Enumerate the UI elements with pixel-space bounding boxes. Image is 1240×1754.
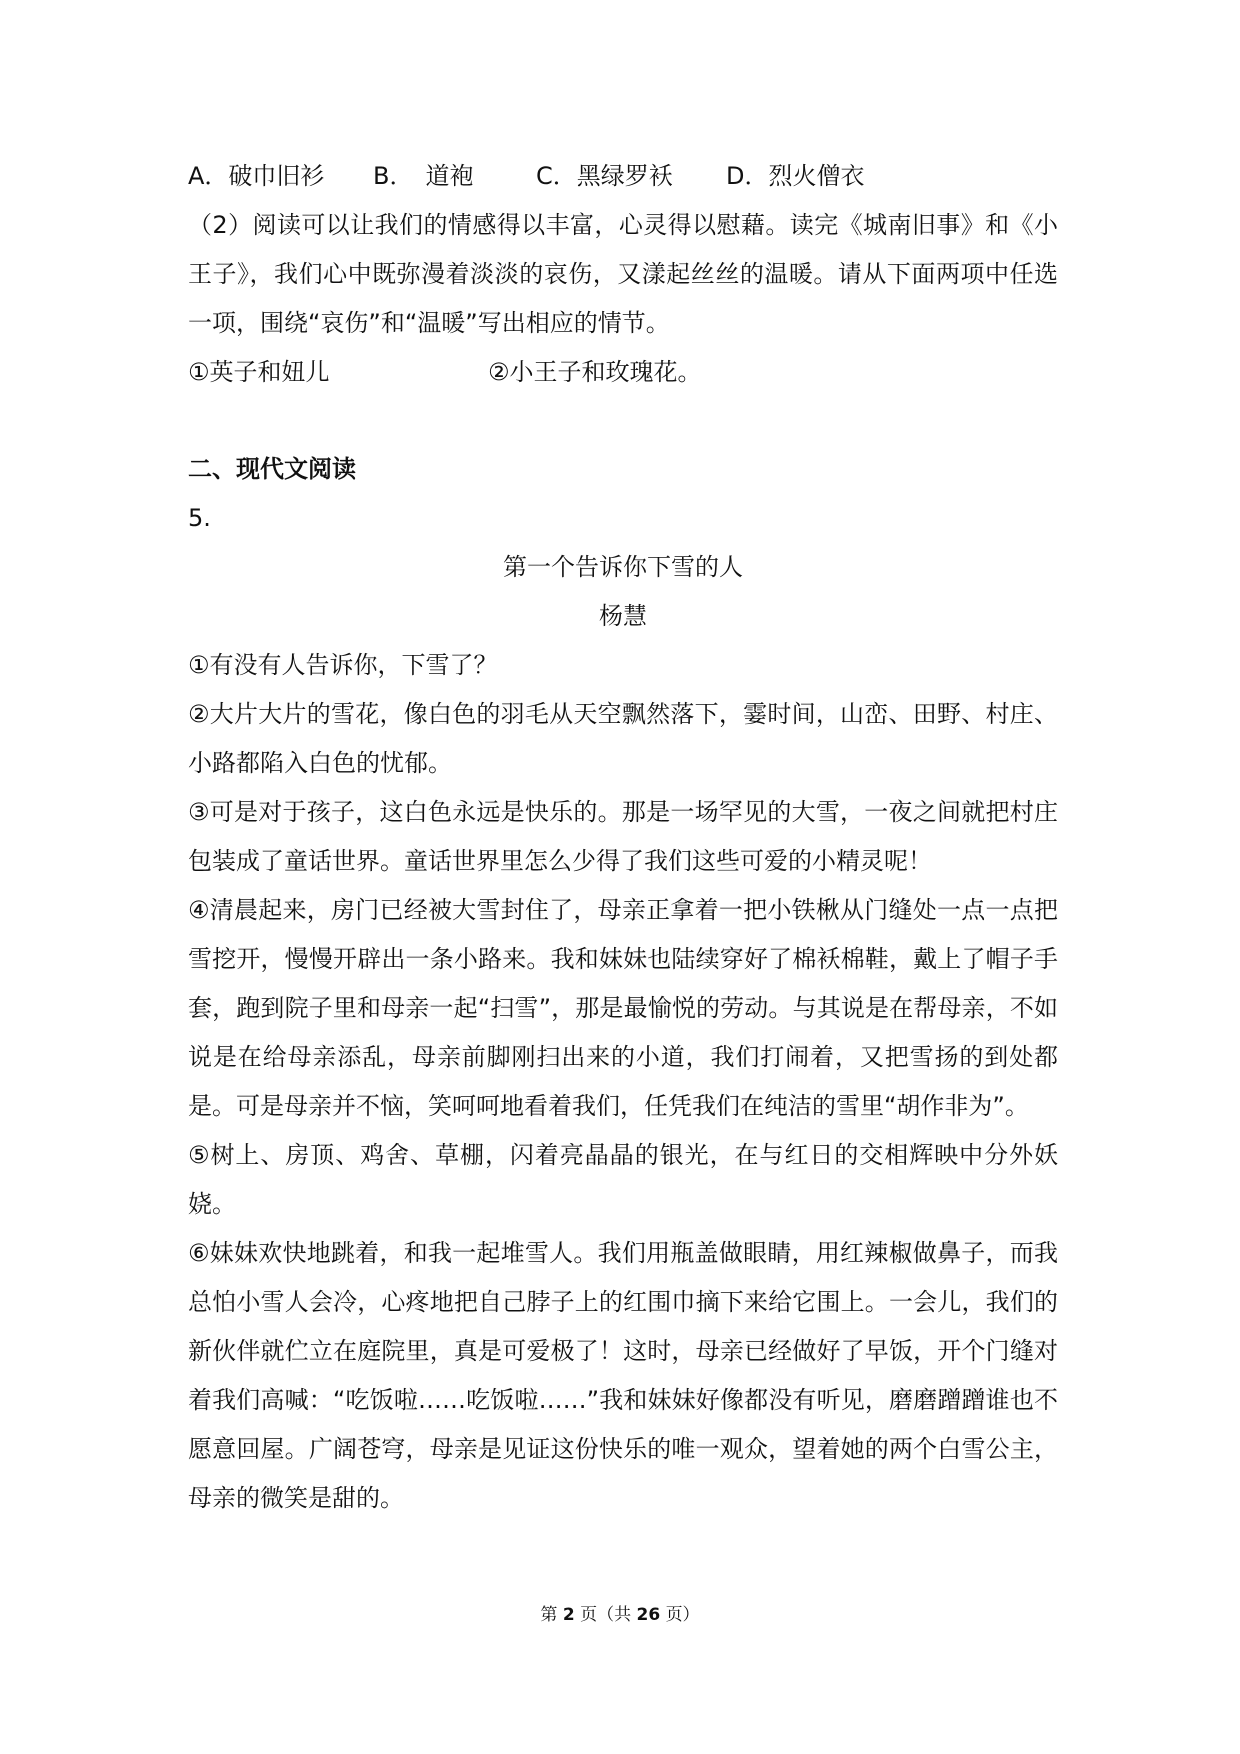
- article-title: 第一个告诉你下雪的人: [503, 553, 743, 581]
- footer-prefix: 第: [540, 1605, 558, 1625]
- article-paragraph-4: ④清晨起来，房门已经被大雪封住了，母亲正拿着一把小铁楸从门缝处一点一点把雪挖开，慢慢开辟出一条小路来。我和妹妹也陆续穿好了棉袄棉鞋，戴上了帽子手套，跑到院子里和母亲一起“扫雪”，那是最愉悦的劳动。与其说是在帮母亲，不如说是在给母亲添乱，母亲前脚刚扫出来的小道，我们打闹着，又把雪扬的到处都是。可是母亲并不恼，笑呵呵地看着我们，任凭我们在纯洁的雪里“胡作非为”。: [188, 896, 1058, 1120]
- article-paragraph-3: ③可是对于孩子，这白色永远是快乐的。那是一场罕见的大雪，一夜之间就把村庄包装成了童话世界。童话世界里怎么少得了我们这些可爱的小精灵呢！: [188, 798, 1058, 875]
- footer-suffix: 页）: [665, 1605, 700, 1625]
- footer-middle: 页（共: [580, 1605, 632, 1625]
- section-title: 二、现代文阅读: [188, 455, 356, 483]
- footer-page-number: 2: [562, 1605, 575, 1625]
- question-4-options: [188, 152, 1058, 201]
- option-d: D．烈火僧衣: [726, 162, 865, 190]
- question-number: 5.: [188, 504, 211, 532]
- article-author: 杨慧: [599, 602, 647, 630]
- article-paragraph-6: ⑥妹妹欢快地跳着，和我一起堆雪人。我们用瓶盖做眼睛，用红辣椒做鼻子，而我总怕小雪人会冷，心疼地把自己脖子上的红围巾摘下来给它围上。一会儿，我们的新伙伴就伫立在庭院里，真是可爱极了！这时，母亲已经做好了早饭，开个门缝对着我们高喊：“吃饭啦……吃饭啦……”我和妹妹好像都没有听见，磨磨蹭蹭谁也不愿意回屋。广阔苍穹，母亲是见证这份快乐的唯一观众，望着她的两个白雪公主，母亲的微笑是甜的。: [188, 1239, 1058, 1512]
- article-paragraph-5: ⑤树上、房顶、鸡舍、草棚，闪着亮晶晶的银光，在与红日的交相辉映中分外妖娆。: [188, 1141, 1058, 1218]
- page-footer: [0, 1600, 1240, 1625]
- choice-2: ②小王子和玫瑰花。: [488, 358, 702, 386]
- option-b: B． 道袍: [373, 162, 474, 190]
- question-4-choices: [188, 348, 1058, 397]
- page-content: [188, 152, 1058, 1523]
- choice-1: ①英子和妞儿: [188, 358, 330, 386]
- option-a: A．破巾旧衫: [188, 162, 325, 190]
- question-4-part-2: （2）阅读可以让我们的情感得以丰富，心灵得以慰藉。读完《城南旧事》和《小王子》，我们心中既弥漫着淡淡的哀伤，又漾起丝丝的温暖。请从下面两项中任选一项，围绕“哀伤”和“温暖”写出相应的情节。: [188, 211, 1058, 337]
- option-c: C．黑绿罗袄: [536, 162, 673, 190]
- article-paragraph-1: ①有没有人告诉你，下雪了？: [188, 651, 498, 679]
- article-paragraph-2: ②大片大片的雪花，像白色的羽毛从天空飘然落下，霎时间，山峦、田野、村庄、小路都陷入白色的忧郁。: [188, 700, 1058, 777]
- footer-total-pages: 26: [636, 1605, 661, 1625]
